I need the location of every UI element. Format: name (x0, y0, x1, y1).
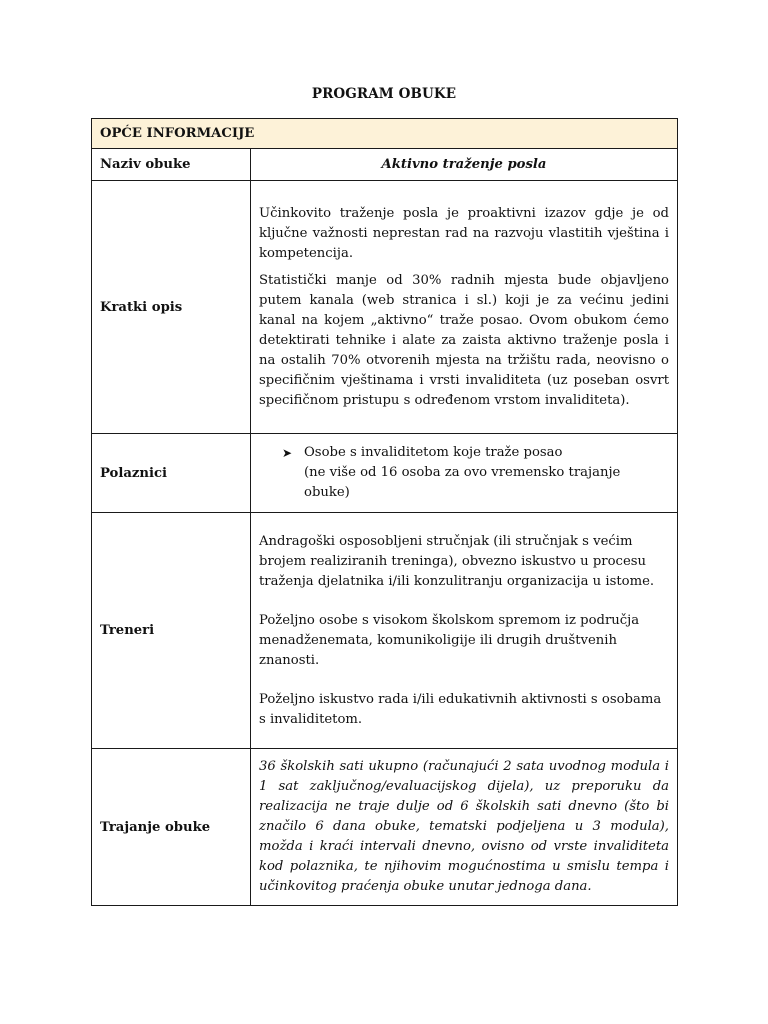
treneri-paragraph-1: Andragoški osposobljeni stručnjak (ili stručnjak s većim brojem realiziranih treninga), obvezno iskustvo u procesu traženja djelatnika i/ili konzulitranju organizacija u istome. (259, 533, 655, 589)
document-title: PROGRAM OBUKE (311, 86, 457, 102)
kratki-opis-label: Kratki opis (92, 181, 251, 434)
row-naziv-obuke (92, 149, 678, 181)
row-trajanje-obuke (92, 749, 678, 906)
naziv-label: Naziv obuke (92, 149, 251, 181)
section-header: OPĆE INFORMACIJE (92, 119, 678, 149)
naziv-value: Aktivno traženje posla (251, 149, 678, 181)
program-table (91, 118, 678, 906)
section-header-row (92, 119, 678, 149)
kratki-opis-value (251, 181, 678, 434)
treneri-label: Treneri (92, 513, 251, 749)
arrowhead-bullet-icon: ➤ (282, 446, 293, 460)
row-kratki-opis (92, 181, 678, 434)
trajanje-value (251, 749, 678, 906)
polaznici-label: Polaznici (92, 434, 251, 513)
treneri-value (251, 513, 678, 749)
polaznici-bullet-subtext: (ne više od 16 osoba za ovo vremensko trajanje obuke) (304, 465, 621, 500)
polaznici-bullet (259, 443, 669, 463)
kratki-opis-paragraph-1: Učinkovito traženje posla je proaktivni izazov gdje je od ključne važnosti neprestan rad na razvoju vlastitih vještina i kompetencija. (259, 205, 669, 261)
polaznici-value (251, 434, 678, 513)
treneri-paragraph-2: Poželjno osobe s visokom školskom spremom iz područja menadženemata, komunikoligije ili drugih društvenih znanosti. (259, 612, 640, 668)
kratki-opis-paragraph-2: Statistički manje od 30% radnih mjesta bude objavljeno putem kanala (web stranica i sl.) koji je za većinu jedini kanal na kojem „aktivno“ traže posao. Ovom obukom ćemo detektirati tehnike i alate za zaista aktivno traženje posla i na ostalih 70% otvorenih mjesta na tržištu rada, neovisno o specifičnim vještinama i vrsti invaliditeta (uz poseban osvrt specifičnom pristupu s određenom vrstom invaliditeta). (259, 272, 669, 408)
trajanje-text: 36 školskih sati ukupno (računajući 2 sata uvodnog modula i 1 sat zaključnog/evaluacijskog dijela), uz preporuku da realizacija ne traje dulje od 6 školskih sati dnevno (što bi značilo 6 dana obuke, tematski podjeljena u 3 modula), možda i kraći intervali dnevno, ovisno od vrste invaliditeta kod polaznika, te njihovim mogućnostima u smislu tempa i učinkovitog praćenja obuke unutar jednoga dana. (259, 759, 669, 894)
row-treneri (92, 513, 678, 749)
row-polaznici (92, 434, 678, 513)
trajanje-label: Trajanje obuke (92, 749, 251, 906)
polaznici-bullet-text: Osobe s invaliditetom koje traže posao (304, 445, 563, 460)
treneri-paragraph-3: Poželjno iskustvo rada i/ili edukativnih aktivnosti s osobama s invaliditetom. (259, 691, 662, 727)
